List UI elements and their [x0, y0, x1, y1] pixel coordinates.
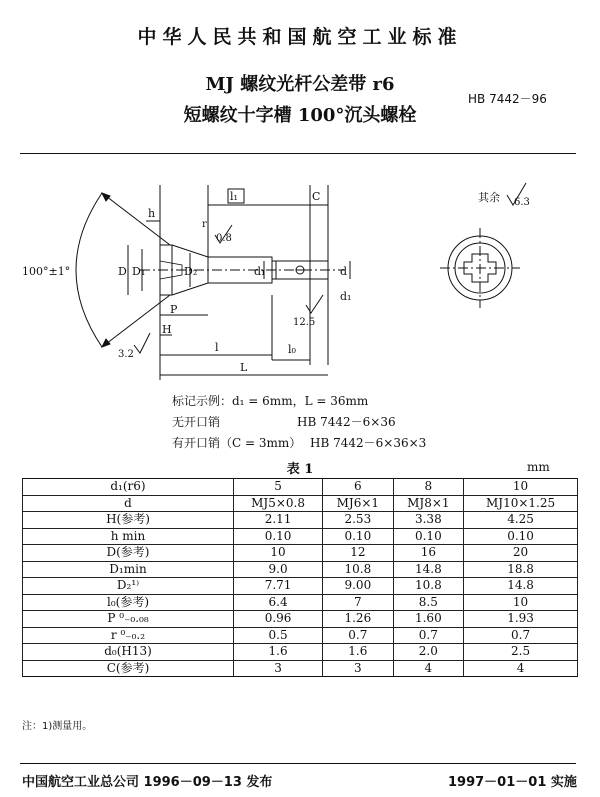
example-line-1: 标记示例：d₁ = 6mm，L = 36mm: [172, 394, 369, 408]
row-label: H(参考): [23, 512, 234, 529]
table-cell: MJ8×1: [393, 495, 464, 512]
rest-label: 其余: [478, 191, 500, 204]
table-row: [23, 627, 578, 644]
title-line-1: MJ 螺纹光杆公差带 r6: [205, 74, 395, 95]
l-label: l: [215, 341, 219, 354]
c-label: C: [312, 190, 321, 203]
d-thread-label: d: [340, 265, 348, 278]
issue-date: 中国航空工业总公司 1996－09－13 发布: [22, 775, 273, 790]
table-row: [23, 611, 578, 628]
table-cell: 12: [323, 545, 394, 562]
angle-label: 100°±1°: [22, 265, 71, 278]
roughness-3: 3.2: [118, 349, 134, 360]
angle-arc: [76, 193, 102, 347]
table-cell: 14.8: [393, 561, 464, 578]
table-cell: 10.8: [323, 561, 394, 578]
d2-label: D₂: [184, 265, 198, 278]
p-label: P: [170, 303, 178, 316]
table-cell: 4: [464, 660, 578, 677]
roughness-2: 12.5: [293, 317, 316, 328]
table-cell: 1.26: [323, 611, 394, 628]
bolt-drawing: [10, 165, 590, 385]
row-label: P ⁰₋₀.₀₈: [23, 611, 234, 628]
table-row: [23, 594, 578, 611]
table-cell: 5: [234, 479, 323, 496]
table-cell: 4.25: [464, 512, 578, 529]
table-row: [23, 644, 578, 661]
table-cell: 10: [234, 545, 323, 562]
table-row: [23, 561, 578, 578]
table-cell: 1.6: [234, 644, 323, 661]
table-cell: MJ10×1.25: [464, 495, 578, 512]
table-title: 表 1: [286, 462, 314, 477]
table-cell: 0.10: [234, 528, 323, 545]
table-row: [23, 495, 578, 512]
table-cell: 6: [323, 479, 394, 496]
table-cell: 4: [393, 660, 464, 677]
row-label: D₂¹⁾: [23, 578, 234, 595]
d-head-label: D: [118, 265, 127, 278]
table-cell: MJ6×1: [323, 495, 394, 512]
table-cell: 7: [323, 594, 394, 611]
table-cell: 10: [464, 594, 578, 611]
example-line-2-code: HB 7442－6×36: [297, 415, 396, 429]
l1-label: l₁: [230, 190, 238, 203]
row-label: d₁(r6): [23, 479, 234, 496]
rest-value: 6.3: [514, 197, 530, 208]
L-label: L: [240, 361, 248, 374]
table-cell: 1.93: [464, 611, 578, 628]
standard-header: 中华人民共和国航空工业标准: [137, 26, 463, 48]
table-cell: 2.53: [323, 512, 394, 529]
table-cell: 8: [393, 479, 464, 496]
h-label: h: [148, 207, 156, 220]
table-cell: 0.96: [234, 611, 323, 628]
table-cell: 18.8: [464, 561, 578, 578]
table-cell: 9.0: [234, 561, 323, 578]
table-cell: 6.4: [234, 594, 323, 611]
table-cell: 2.0: [393, 644, 464, 661]
table-row: [23, 479, 578, 496]
table-cell: 0.5: [234, 627, 323, 644]
table-cell: 2.5: [464, 644, 578, 661]
footnote: 注：1)测量用。: [22, 721, 93, 732]
row-label: r ⁰₋₀.₂: [23, 627, 234, 644]
table-cell: 3.38: [393, 512, 464, 529]
d1-head-label: D₁: [132, 265, 146, 278]
table-cell: 16: [393, 545, 464, 562]
row-label: d₀(H13): [23, 644, 234, 661]
h-cap-label: H: [162, 323, 172, 336]
row-label: C(参考): [23, 660, 234, 677]
title-line-2: 短螺纹十字槽 100°沉头螺栓: [183, 105, 417, 126]
table-cell: 10: [464, 479, 578, 496]
lo-label: l₀: [288, 343, 296, 356]
table-cell: 3: [234, 660, 323, 677]
top-rule: [20, 153, 576, 154]
d1-shank-label: d₁: [254, 265, 266, 278]
r-label: r: [202, 219, 207, 230]
table-cell: 0.10: [464, 528, 578, 545]
example-line-2-label: 无开口销: [172, 415, 221, 429]
table-cell: 0.10: [323, 528, 394, 545]
table-cell: 0.7: [323, 627, 394, 644]
table-cell: 9.00: [323, 578, 394, 595]
table-cell: 3: [323, 660, 394, 677]
table-row: [23, 545, 578, 562]
bottom-rule: [20, 763, 576, 764]
table-row: [23, 528, 578, 545]
table-cell: 0.10: [393, 528, 464, 545]
table-cell: 1.60: [393, 611, 464, 628]
implementation-date: 1997－01－01 实施: [448, 775, 577, 790]
d1-bottom-label: d₁: [340, 290, 352, 303]
table-cell: 7.71: [234, 578, 323, 595]
table-row: [23, 512, 578, 529]
table-cell: 8.5: [393, 594, 464, 611]
table-row: [23, 660, 578, 677]
example-line-3-code: HB 7442－6×36×3: [310, 436, 427, 450]
table-cell: 0.7: [393, 627, 464, 644]
spec-table: [22, 478, 578, 677]
row-label: d: [23, 495, 234, 512]
table-row: [23, 578, 578, 595]
example-line-3-label: 有开口销（C = 3mm）: [172, 436, 302, 450]
row-label: D₁min: [23, 561, 234, 578]
table-cell: 2.11: [234, 512, 323, 529]
row-label: l₀(参考): [23, 594, 234, 611]
table-cell: 20: [464, 545, 578, 562]
table-cell: 14.8: [464, 578, 578, 595]
standard-code: HB 7442－96: [468, 92, 547, 106]
row-label: D(参考): [23, 545, 234, 562]
table-cell: MJ5×0.8: [234, 495, 323, 512]
table-cell: 1.6: [323, 644, 394, 661]
table-cell: 0.7: [464, 627, 578, 644]
row-label: h min: [23, 528, 234, 545]
table-unit: mm: [527, 460, 550, 474]
roughness-1: 0.8: [216, 233, 232, 244]
table-cell: 10.8: [393, 578, 464, 595]
